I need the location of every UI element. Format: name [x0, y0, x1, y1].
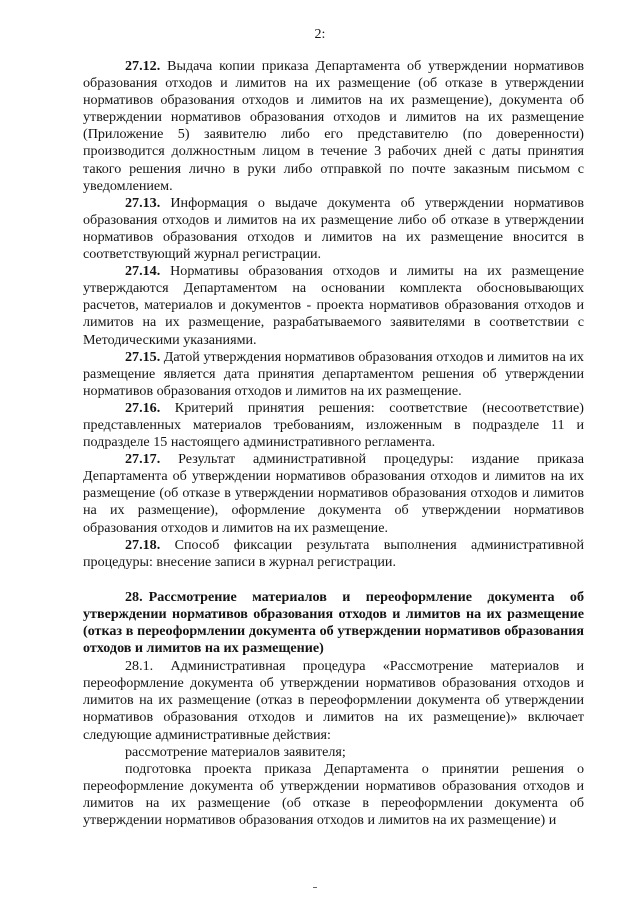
clause-number: 27.16. — [125, 399, 161, 416]
paragraph-27-17 — [83, 451, 584, 536]
scan-mark — [313, 887, 317, 888]
paragraph-27-18 — [83, 537, 584, 571]
clause-number: 27.18. — [125, 536, 161, 553]
clause-number: 28.1. — [125, 658, 154, 675]
action-item-draft-order — [83, 761, 584, 829]
clause-number: 27.12. — [125, 58, 161, 74]
action-item-review — [83, 744, 584, 761]
document-body — [83, 58, 584, 829]
clause-number: 27.15. — [125, 348, 161, 365]
clause-text: Результат административной процедуры: издание приказа Департамента об утверждении нормативов образования отходов и лимитов на их размещение (об отказе в утверждении нормативов образования отходов и лимитов на их размещение), оформление документа об утверждении нормативов образования отходов и лимитов на их размещение. — [83, 451, 584, 536]
page-number: 2: — [314, 27, 326, 42]
section-28-heading — [83, 589, 584, 657]
clause-text: Административная процедура «Рассмотрение материалов и переоформление документа об утверждении нормативов образования отходов и лимитов на их размещение (отказ в переоформлении документа об утверждении нормативов образования отходов и лимитов на их размещение)» включает следующие административные действия: — [83, 658, 584, 743]
clause-text: Выдача копии приказа Департамента об утверждении нормативов образования отходов и лимитов на их размещение (об отказе в утверждении нормативов образования отходов и лимитов на их размещение), документа об утверждении нормативов образования отходов и лимитов на их размещение (Приложение 5) заявителю либо его представителю (по доверенности) производится должностным лицом в течение 3 рабочих дней с даты принятия такого решения лично в руки либо отправкой по почте заказным письмом с уведомлением. — [83, 58, 585, 194]
section-number: 28. — [125, 588, 143, 605]
paragraph-28-1 — [83, 658, 584, 743]
section-title: Рассмотрение материалов и переоформление документа об утверждении нормативов образования отходов и лимитов на их размещение (отказ в переоформлении документа об утверждении нормативов образования отходов и лимитов на их размещение) — [83, 588, 584, 657]
paragraph-27-13 — [83, 195, 584, 263]
clause-number: 27.13. — [125, 194, 161, 211]
clause-text: Информация о выдаче документа об утверждении нормативов образования отходов и лимитов на их размещение либо об отказе в утверждении нормативов образования отходов и лимитов на их размещение вносится в соответствующий журнал регистрации. — [83, 194, 584, 263]
action-text: рассмотрение материалов заявителя; — [125, 743, 346, 760]
paragraph-27-15 — [83, 349, 584, 400]
clause-number: 27.14. — [125, 263, 161, 280]
clause-text: Критерий принятия решения: соответствие (несоответствие) представленных материалов требованиям, изложенным в подразделе 11 и подразделе 15 настоящего административного регламента. — [83, 399, 584, 451]
paragraph-27-12 — [83, 58, 584, 195]
paragraph-27-16 — [83, 400, 584, 451]
clause-text: Датой утверждения нормативов образования отходов и лимитов на их размещение является дата принятия департаментом решения об утверждении нормативов образования отходов и лимитов на их размещение. — [83, 348, 584, 399]
action-text: подготовка проекта приказа Департамента о принятии решения о переоформление документа об утверждении нормативов образования отходов и лимитов на их размещение (об отказе в переоформлении документа об утверждении нормативов образования отходов и лимитов на их размещение) и — [83, 760, 584, 829]
clause-text: Нормативы образования отходов и лимиты на их размещение утверждаются Департаментом на основании комплекта обосновывающих расчетов, материалов и документов - проекта нормативов образования отходов и лимитов на их размещение, разрабатываемого заявителями в соответствии с Методическими указаниями. — [83, 263, 584, 348]
clause-number: 27.17. — [125, 451, 161, 468]
paragraph-27-14 — [83, 263, 584, 348]
clause-text: Способ фиксации результата выполнения административной процедуры: внесение записи в журнал регистрации. — [83, 536, 585, 570]
